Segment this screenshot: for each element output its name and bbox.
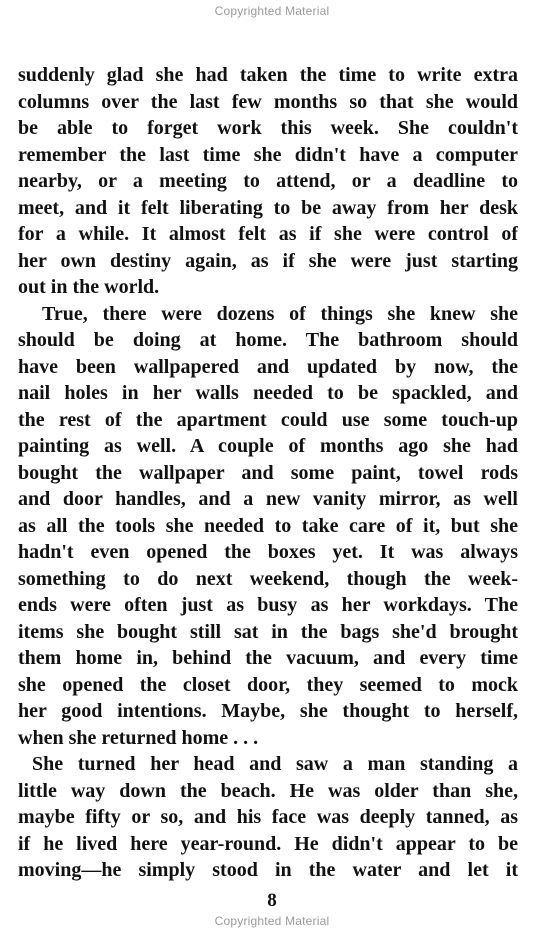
text-line: moving—he simply stood in the water and let it xyxy=(18,859,518,881)
text-line: have been wallpapered and updated by now, the xyxy=(18,355,518,378)
text-line: the rest of the apartment could use some touch-up xyxy=(18,408,518,431)
text-line: if he lived here year-round. He didn't appear to be xyxy=(18,832,518,855)
text-line: something to do next weekend, though the week- xyxy=(18,567,518,590)
text-line: painting as well. A couple of months ago she had xyxy=(18,435,518,457)
text-line: her own destiny again, as if she were just starting xyxy=(18,249,518,272)
text-line: she opened the closet door, they seemed to mock xyxy=(18,673,518,696)
text-line: them home in, behind the vacuum, and every time xyxy=(18,647,518,669)
page-number: 8 xyxy=(267,890,277,911)
text-line: hadn't even opened the boxes yet. It was always xyxy=(18,541,518,563)
text-line: True, there were dozens of things she knew she xyxy=(42,302,518,325)
text-line: out in the world. xyxy=(18,276,160,298)
text-line: nearby, or a meeting to attend, or a deadline to xyxy=(18,170,518,192)
text-line: columns over the last few months so that she would xyxy=(18,90,518,113)
text-line: ends were often just as busy as her workdays. The xyxy=(18,594,518,616)
text-line: meet, and it felt liberating to be away from her desk xyxy=(18,196,518,219)
text-line: bought the wallpaper and some paint, towel rods xyxy=(18,461,518,484)
copyright-watermark-bottom: Copyrighted Material xyxy=(214,914,330,928)
text-line: nail holes in her walls needed to be spackled, and xyxy=(18,382,518,404)
text-line: for a while. It almost felt as if she were control of xyxy=(18,223,518,245)
text-line: maybe fifty or so, and his face was deeply tanned, as xyxy=(18,806,518,828)
text-line: when she returned home . . . xyxy=(18,726,259,749)
text-line: her good intentions. Maybe, she thought to herself, xyxy=(18,700,518,722)
text-line: be able to forget work this week. She couldn't xyxy=(18,117,518,139)
text-line: She turned her head and saw a man standing a xyxy=(32,753,518,775)
page-body-text xyxy=(18,62,518,884)
copyright-watermark-top: Copyrighted Material xyxy=(214,4,330,18)
text-line: items she bought still sat in the bags she'd brought xyxy=(18,620,518,643)
text-line: suddenly glad she had taken the time to write extra xyxy=(18,64,518,86)
text-line: as all the tools she needed to take care of it, but she xyxy=(18,514,518,537)
text-line: remember the last time she didn't have a computer xyxy=(18,143,518,166)
text-line: and door handles, and a new vanity mirror, as well xyxy=(18,488,518,510)
text-line: little way down the beach. He was older than she, xyxy=(18,779,518,802)
text-line: should be doing at home. The bathroom should xyxy=(18,329,518,351)
